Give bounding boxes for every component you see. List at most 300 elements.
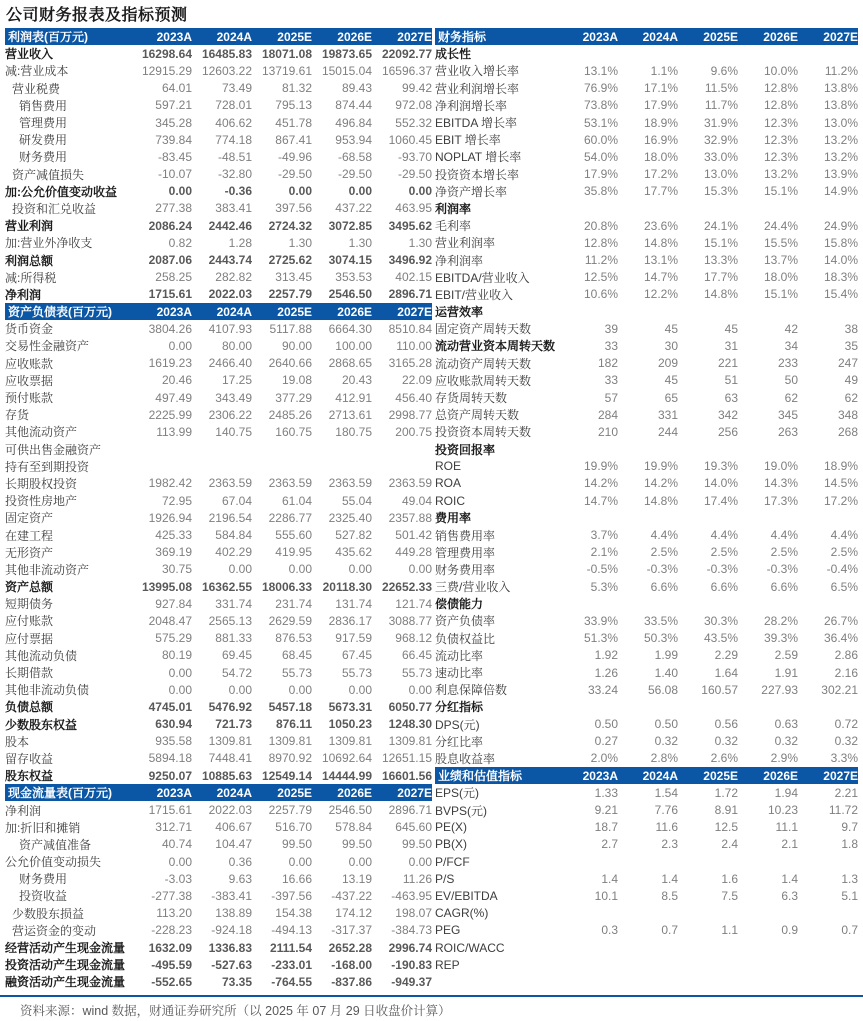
cell-value: 227.93 (761, 682, 798, 697)
cell-value: 2363.59 (268, 476, 312, 491)
cell-value: 383.41 (215, 201, 252, 216)
table-row (5, 492, 432, 509)
cell-value: 284 (597, 407, 618, 422)
row-label: PE(X) (435, 820, 468, 835)
table-row (5, 870, 432, 887)
cell-value: 45 (664, 373, 678, 388)
row-label: 利润总额 (5, 253, 54, 268)
cell-value: 18.0% (643, 149, 678, 164)
cell-value: 18.0% (763, 270, 798, 285)
row-label: 预付账款 (5, 391, 54, 406)
row-label: 费用率 (435, 511, 472, 526)
cell-value: 15.5% (763, 235, 798, 250)
cell-value: 0.00 (408, 854, 432, 869)
row-label: 应收票据 (5, 373, 54, 388)
table-row (435, 526, 858, 543)
cell-value: 630.94 (155, 717, 192, 732)
cell-value: 2.5% (770, 545, 798, 560)
row-label: 营业利润增长率 (435, 81, 520, 96)
table-row (435, 286, 858, 303)
cell-value: 17.4% (703, 493, 738, 508)
cell-value: 0.9 (781, 923, 798, 938)
table-row (5, 750, 432, 767)
cell-value: 12651.15 (381, 751, 432, 766)
cell-value: 14.5% (823, 476, 858, 491)
cell-value: 0.32 (654, 734, 678, 749)
cell-value: 555.60 (275, 528, 312, 543)
cell-value: 12.3% (763, 132, 798, 147)
cell-value: 54.0% (583, 149, 618, 164)
cell-value: 1715.61 (148, 803, 192, 818)
cell-value: 343.49 (215, 390, 252, 405)
cell-value: 3088.77 (388, 613, 432, 628)
row-label: 留存收益 (5, 751, 54, 766)
cell-value: 13.0% (823, 115, 858, 130)
cell-value: 14.2% (583, 476, 618, 491)
row-label: 应付票据 (5, 631, 54, 646)
cell-value: 0.00 (168, 184, 192, 199)
table-row (435, 114, 858, 131)
row-label: 投资收益 (19, 889, 68, 904)
table-row (5, 148, 432, 165)
row-label: 其他非流动负债 (5, 683, 90, 698)
cell-value: 2.86 (834, 648, 858, 663)
cell-value: 927.84 (155, 596, 192, 611)
group-label-row (435, 45, 858, 62)
cell-value: 5117.88 (269, 321, 312, 336)
cell-value: 56.08 (647, 682, 678, 697)
cell-value: 39 (604, 321, 618, 336)
row-label: PEG (435, 923, 461, 938)
cell-value: 13.2% (823, 149, 858, 164)
cell-value: 1.30 (288, 235, 312, 250)
row-label: 减:营业成本 (5, 64, 69, 79)
cell-value: -0.3% (646, 562, 678, 577)
cell-value: 33.0% (703, 149, 738, 164)
cell-value: 2640.66 (268, 356, 312, 371)
cell-value: 64.01 (161, 81, 192, 96)
cell-value: 10.23 (767, 803, 798, 818)
cell-value: 0.00 (168, 665, 192, 680)
section-header-label: 现金流量表(百万元) (8, 786, 112, 801)
cell-value: -437.22 (331, 888, 372, 903)
cell-value: 402.29 (215, 545, 252, 560)
cell-value: -383.41 (211, 888, 252, 903)
cell-value: 31.9% (703, 115, 738, 130)
cell-value: 18.3% (823, 270, 858, 285)
cell-value: 1060.45 (388, 132, 432, 147)
table-row (5, 389, 432, 406)
row-label: 流动营业资本周转天数 (435, 339, 556, 354)
cell-value: 20.43 (341, 373, 372, 388)
table-row (435, 475, 858, 492)
cell-value: 35 (844, 338, 858, 353)
cell-value: 13.8% (823, 98, 858, 113)
table-row (435, 234, 858, 251)
cell-value: 12549.14 (261, 768, 312, 783)
cell-value: 2.7 (601, 837, 618, 852)
cell-value: 0.00 (348, 682, 372, 697)
row-label: 资产减值损失 (12, 167, 85, 182)
cell-value: 22092.77 (381, 46, 432, 61)
cell-value: 30 (664, 338, 678, 353)
cell-value: -29.50 (277, 167, 312, 182)
cell-value: 113.20 (156, 906, 192, 921)
cell-value: 2565.13 (208, 613, 252, 628)
cell-value: 80.00 (221, 338, 252, 353)
page-title: 公司财务报表及指标预测 (6, 7, 188, 24)
cell-value: 968.12 (395, 631, 432, 646)
cell-value: 1.30 (408, 235, 432, 250)
cell-value: 90.00 (281, 338, 312, 353)
cell-value: 28.2% (763, 613, 798, 628)
cell-value: -233.01 (271, 957, 312, 972)
row-label: 股本 (5, 734, 30, 749)
table-row (435, 887, 858, 904)
cell-value: 22652.33 (381, 579, 432, 594)
cell-value: -277.38 (151, 888, 192, 903)
group-label-row (435, 303, 858, 320)
table-row (5, 372, 432, 389)
cell-value: 99.50 (281, 837, 312, 852)
cell-value: 953.94 (335, 132, 372, 147)
cell-value: 40.74 (161, 837, 192, 852)
cell-value: 55.73 (341, 665, 372, 680)
year-column-header: 2026E (337, 304, 372, 319)
cell-value: 1248.30 (388, 717, 432, 732)
cell-value: -0.36 (224, 184, 252, 199)
cell-value: 8510.84 (388, 321, 432, 336)
cell-value: 302.21 (821, 682, 858, 697)
table-row (435, 836, 858, 853)
cell-value: -949.37 (391, 974, 432, 989)
cell-value: 51 (724, 373, 738, 388)
row-label: 固定资产 (5, 511, 54, 526)
cell-value: 13.7% (763, 253, 798, 268)
cell-value: 575.29 (155, 631, 192, 646)
cell-value: -228.23 (151, 923, 192, 938)
cell-value: 17.2% (643, 167, 678, 182)
cell-value: 45 (724, 321, 738, 336)
cell-value: 13.8% (823, 81, 858, 96)
table-row (5, 887, 432, 904)
table-row (5, 509, 432, 526)
cell-value: 19.0% (763, 459, 798, 474)
table-row (5, 836, 432, 853)
section-header-label: 资产负债表(百万元) (8, 305, 112, 320)
cell-value: 182 (597, 356, 618, 371)
row-label: 应收账款 (5, 356, 54, 371)
cell-value: 89.43 (341, 81, 372, 96)
row-label: 应收账款周转天数 (435, 373, 532, 388)
cell-value: 62 (784, 390, 798, 405)
row-label: 在建工程 (5, 528, 54, 543)
cell-value: 2652.28 (328, 940, 372, 955)
cell-value: -93.70 (397, 149, 432, 164)
row-label: ROIC (435, 493, 465, 508)
cell-value: 584.84 (215, 528, 252, 543)
cell-value: 17.1% (643, 81, 678, 96)
cell-value: 55.04 (341, 493, 372, 508)
cell-value: 10692.64 (321, 751, 372, 766)
table-row (5, 526, 432, 543)
table-row (5, 647, 432, 664)
row-label: 财务费用 (19, 150, 68, 165)
cell-value: 12.5% (583, 270, 618, 285)
cell-value: -68.58 (337, 149, 372, 164)
cell-value: 2466.40 (208, 356, 252, 371)
cell-value: -168.00 (331, 957, 372, 972)
cell-value: 972.08 (395, 98, 432, 113)
cell-value: 14.7% (643, 270, 678, 285)
row-label: 营业收入增长率 (435, 64, 520, 79)
year-column-header: 2027E (823, 29, 858, 44)
cell-value: 1982.42 (148, 476, 192, 491)
cell-value: 2868.65 (328, 356, 372, 371)
row-label: 投资回报率 (435, 442, 496, 457)
cell-value: 0.32 (774, 734, 798, 749)
table-row (435, 80, 858, 97)
table-row (5, 475, 432, 492)
cell-value: 345 (777, 407, 798, 422)
cell-value: 377.29 (275, 390, 312, 405)
table-row (5, 217, 432, 234)
cell-value: 0.27 (594, 734, 618, 749)
table-row (435, 97, 858, 114)
cell-value: 0.00 (168, 338, 192, 353)
right-indicators-table (435, 28, 858, 973)
cell-value: 2724.32 (268, 218, 312, 233)
cell-value: 4.4% (830, 528, 858, 543)
table-row (435, 716, 858, 733)
row-label: 财务费用率 (435, 562, 496, 577)
row-label: 减:所得税 (5, 270, 57, 285)
cell-value: 578.84 (335, 820, 372, 835)
cell-value: 1.4 (661, 871, 678, 886)
table-row (5, 406, 432, 423)
cell-value: 425.33 (155, 528, 192, 543)
row-label: 速动比率 (435, 666, 484, 681)
cell-value: 1.30 (348, 235, 372, 250)
cell-value: 53.1% (583, 115, 618, 130)
cell-value: 0.00 (228, 682, 252, 697)
cell-value: 345.28 (155, 115, 192, 130)
cell-value: 3165.28 (388, 356, 432, 371)
year-column-header: 2025E (277, 29, 312, 44)
cell-value: 20118.30 (322, 579, 372, 594)
cell-value: 17.2% (823, 493, 858, 508)
cell-value: 2048.47 (148, 613, 192, 628)
row-label: 应付账款 (5, 614, 54, 629)
group-label-row (435, 200, 858, 217)
cell-value: 198.07 (395, 906, 432, 921)
cell-value: 20.46 (161, 373, 192, 388)
cell-value: 1.72 (714, 785, 738, 800)
cell-value: 16362.55 (201, 579, 252, 594)
row-label: 营业利润 (5, 219, 54, 234)
group-label-row (435, 509, 858, 526)
cell-value: 552.32 (395, 115, 432, 130)
year-column-header: 2025E (703, 768, 738, 783)
cell-value: 10.1 (594, 888, 618, 903)
cell-value: 2357.88 (388, 510, 432, 525)
cell-value: 2442.46 (208, 218, 252, 233)
cell-value: 15.8% (823, 235, 858, 250)
row-label: EBIT/营业收入 (435, 287, 514, 302)
cell-value: 32.9% (703, 132, 738, 147)
cell-value: -527.63 (211, 957, 252, 972)
cell-value: 14.8% (643, 493, 678, 508)
cell-value: 57 (604, 390, 618, 405)
cell-value: 66.45 (401, 648, 432, 663)
table-row (5, 561, 432, 578)
cell-value: 1.94 (774, 785, 798, 800)
cell-value: 12.3% (763, 149, 798, 164)
cell-value: 2363.59 (208, 476, 252, 491)
cell-value: 51.3% (583, 631, 618, 646)
cell-value: -29.50 (337, 167, 372, 182)
cell-value: 10.0% (763, 63, 798, 78)
cell-value: 258.25 (155, 270, 192, 285)
cell-value: 2725.62 (268, 253, 312, 268)
section-header-label: 财务指标 (438, 30, 487, 45)
row-label: BVPS(元) (435, 803, 488, 818)
cell-value: 2836.17 (328, 613, 372, 628)
row-label: 分红比率 (435, 734, 484, 749)
row-label: 可供出售金融资产 (5, 442, 102, 457)
row-label: CAGR(%) (435, 906, 489, 921)
cell-value: 5457.18 (268, 699, 312, 714)
table-row (435, 819, 858, 836)
cell-value: 2998.77 (388, 407, 432, 422)
cell-value: 154.38 (275, 906, 312, 921)
row-label: 分红指标 (435, 700, 484, 715)
cell-value: 0.36 (228, 854, 252, 869)
cell-value: 1.4 (781, 871, 798, 886)
cell-value: 19.9% (583, 459, 618, 474)
cell-value: 876.11 (275, 717, 312, 732)
row-label: ROIC/WACC (435, 940, 505, 955)
table-row (435, 183, 858, 200)
table-row (435, 561, 858, 578)
cell-value: 20.8% (583, 218, 618, 233)
row-label: 投资资本增长率 (435, 167, 520, 182)
cell-value: 2485.26 (268, 407, 312, 422)
cell-value: 11.5% (704, 81, 738, 96)
cell-value: 55.73 (401, 665, 432, 680)
table-row (5, 200, 432, 217)
cell-value: 18071.08 (261, 46, 312, 61)
cell-value: 6.5% (830, 579, 858, 594)
cell-value: 881.33 (215, 631, 252, 646)
cell-value: 19.08 (281, 373, 312, 388)
table-row (5, 166, 432, 183)
cell-value: 0.00 (348, 562, 372, 577)
section-header-row (5, 28, 432, 45)
cell-value: 35.8% (583, 184, 618, 199)
row-label: 存货 (5, 408, 30, 423)
table-row (5, 578, 432, 595)
row-label: ROA (435, 476, 462, 491)
table-row (5, 819, 432, 836)
table-row (5, 939, 432, 956)
year-column-header: 2027E (397, 785, 432, 800)
cell-value: 0.00 (288, 682, 312, 697)
cell-value: 876.53 (275, 631, 312, 646)
cell-value: 348 (837, 407, 858, 422)
cell-value: 1.6 (721, 871, 738, 886)
cell-value: 3495.62 (388, 218, 432, 233)
cell-value: 50 (784, 373, 798, 388)
cell-value: 728.01 (215, 98, 252, 113)
cell-value: 12603.22 (201, 63, 252, 78)
cell-value: 12.3% (763, 115, 798, 130)
cell-value: 5.3% (590, 579, 618, 594)
cell-value: 38 (844, 321, 858, 336)
cell-value: 0.63 (774, 717, 798, 732)
year-column-header: 2027E (823, 768, 858, 783)
table-row (435, 337, 858, 354)
cell-value: 16485.83 (201, 46, 252, 61)
row-label: 净利润 (5, 287, 42, 302)
table-row (435, 148, 858, 165)
cell-value: 33.24 (587, 682, 618, 697)
row-label: 存货周转天数 (435, 391, 508, 406)
section-header-row (5, 784, 432, 801)
cell-value: 0.50 (594, 717, 618, 732)
table-row (435, 870, 858, 887)
table-row (5, 733, 432, 750)
cell-value: 527.82 (335, 528, 372, 543)
cell-value: 69.45 (221, 648, 252, 663)
table-row (435, 458, 858, 475)
table-row (435, 853, 858, 870)
cell-value: 15.1% (763, 287, 798, 302)
cell-value: 0.00 (408, 682, 432, 697)
cell-value: 33.5% (643, 613, 678, 628)
cell-value: 14.2% (643, 476, 678, 491)
cell-value: 30.3% (703, 613, 738, 628)
cell-value: -0.5% (586, 562, 618, 577)
cell-value: 5673.31 (328, 699, 372, 714)
year-column-header: 2026E (337, 29, 372, 44)
row-label: 运营效率 (435, 305, 484, 320)
row-label: 流动资产周转天数 (435, 356, 532, 371)
cell-value: 435.62 (335, 545, 372, 560)
cell-value: 34 (784, 338, 798, 353)
cell-value: 402.15 (395, 270, 432, 285)
cell-value: 54.72 (221, 665, 252, 680)
cell-value: 397.56 (275, 201, 312, 216)
cell-value: 2896.71 (388, 287, 432, 302)
cell-value: 16298.64 (141, 46, 192, 61)
cell-value: 30.75 (161, 562, 192, 577)
cell-value: 2996.74 (388, 940, 432, 955)
table-row (5, 595, 432, 612)
cell-value: 67.45 (341, 648, 372, 663)
row-label: 管理费用 (19, 116, 68, 131)
cell-value: 1.91 (774, 665, 798, 680)
row-label: NOPLAT 增长率 (435, 150, 522, 165)
cell-value: 65 (664, 390, 678, 405)
cell-value: 0.00 (288, 854, 312, 869)
cell-value: 456.40 (395, 390, 432, 405)
cell-value: 99.50 (401, 837, 432, 852)
cell-value: 721.73 (215, 717, 252, 732)
cell-value: 739.84 (155, 132, 192, 147)
table-row (5, 131, 432, 148)
cell-value: 1715.61 (148, 287, 192, 302)
